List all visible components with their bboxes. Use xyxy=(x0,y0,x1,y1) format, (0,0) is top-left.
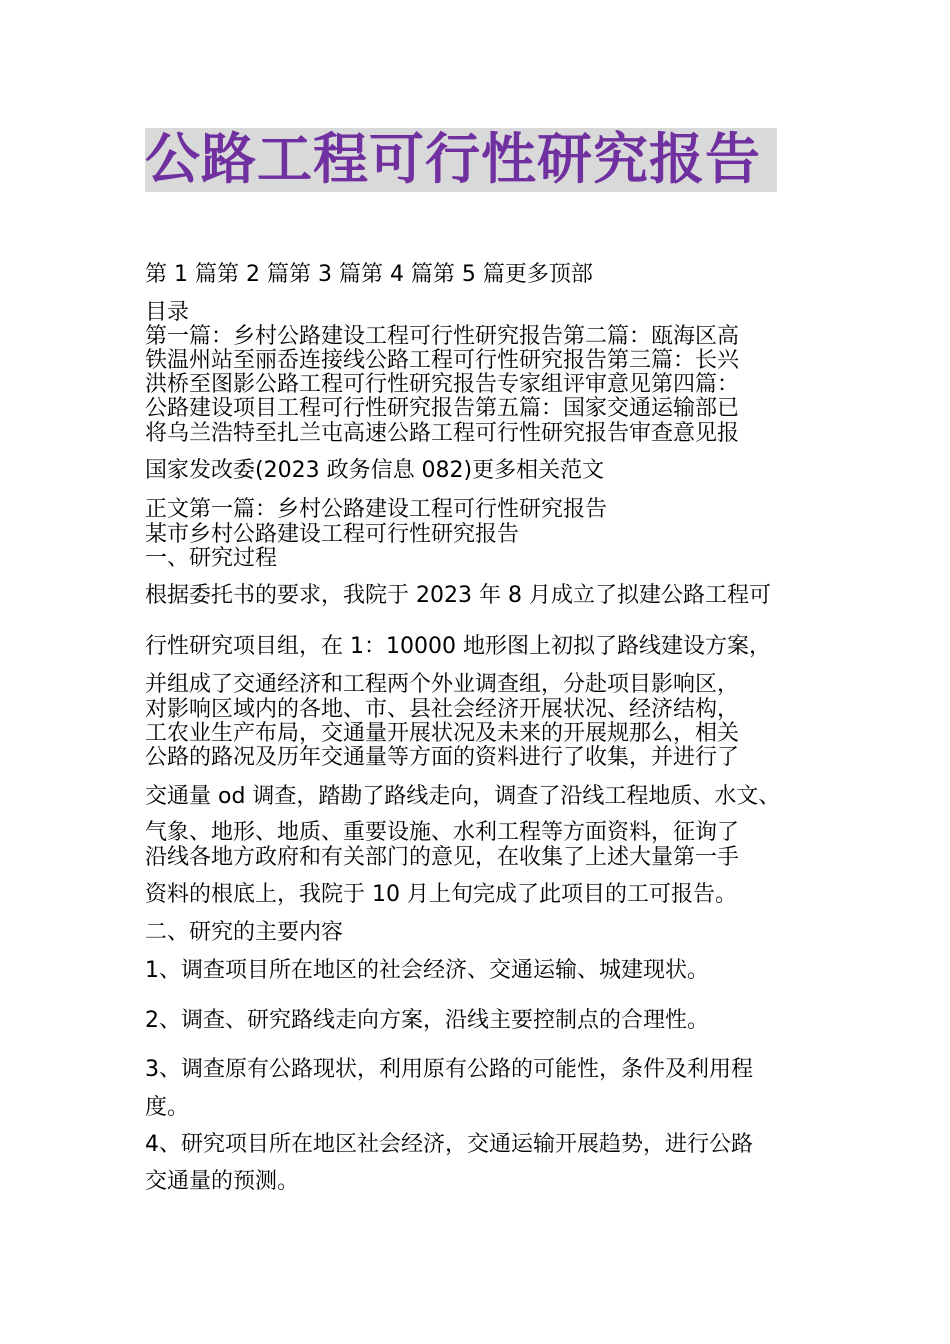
toc-line: 公路建设项目工程可行性研究报告第五篇：国家交通运输部已 xyxy=(145,396,740,421)
body-line: 公路的路况及历年交通量等方面的资料进行了收集，并进行了 xyxy=(145,745,740,770)
body-line: 沿线各地方政府和有关部门的意见，在收集了上述大量第一手 xyxy=(145,845,740,870)
body-line: 1、调查项目所在地区的社会经济、交通运输、城建现状。 xyxy=(145,958,709,983)
body-line: 根据委托书的要求，我院于 2023 年 8 月成立了拟建公路工程可 xyxy=(145,583,771,608)
body-line: 交通量的预测。 xyxy=(145,1169,300,1194)
body-line: 行性研究项目组，在 1：10000 地形图上初拟了路线建设方案， xyxy=(145,634,771,659)
body-line: 某市乡村公路建设工程可行性研究报告 xyxy=(145,522,520,547)
section-heading: 二、研究的主要内容 xyxy=(145,920,344,945)
toc-line: 第一篇：乡村公路建设工程可行性研究报告第二篇：瓯海区高 xyxy=(145,324,740,349)
body-line: 4、研究项目所在地区社会经济，交通运输开展趋势，进行公路 xyxy=(145,1132,753,1157)
body-line: 3、调查原有公路现状，利用原有公路的可能性，条件及利用程 xyxy=(145,1057,753,1082)
body-line: 并组成了交通经济和工程两个外业调查组，分赴项目影响区， xyxy=(145,672,740,697)
toc-line: 将乌兰浩特至扎兰屯高速公路工程可行性研究报告审查意见报 xyxy=(145,421,740,446)
body-line: 交通量 od 调查，踏勘了路线走向，调查了沿线工程地质、水文、 xyxy=(145,784,781,809)
body-line: 对影响区域内的各地、市、县社会经济开展状况、经济结构， xyxy=(145,697,740,722)
toc-line: 铁温州站至丽岙连接线公路工程可行性研究报告第三篇：长兴 xyxy=(145,348,740,373)
body-line: 正文第一篇：乡村公路建设工程可行性研究报告 xyxy=(145,497,608,522)
body-line: 资料的根底上，我院于 10 月上旬完成了此项目的工可报告。 xyxy=(145,882,737,907)
document-title: 公路工程可行性研究报告 xyxy=(145,127,762,191)
toc-line: 国家发改委(2023 政务信息 082)更多相关范文 xyxy=(145,458,605,483)
body-line: 一、研究过程 xyxy=(145,546,278,571)
body-line: 2、调查、研究路线走向方案，沿线主要控制点的合理性。 xyxy=(145,1008,709,1033)
body-line: 气象、地形、地质、重要设施、水利工程等方面资料，征询了 xyxy=(145,820,740,845)
body-line: 度。 xyxy=(145,1095,190,1120)
chapter-nav[interactable]: 第 1 篇第 2 篇第 3 篇第 4 篇第 5 篇更多顶部 xyxy=(145,262,593,287)
toc-heading: 目录 xyxy=(145,300,190,325)
body-line: 工农业生产布局，交通量开展状况及未来的开展规那么，相关 xyxy=(145,721,740,746)
toc-line: 洪桥至图影公路工程可行性研究报告专家组评审意见第四篇： xyxy=(145,372,740,397)
